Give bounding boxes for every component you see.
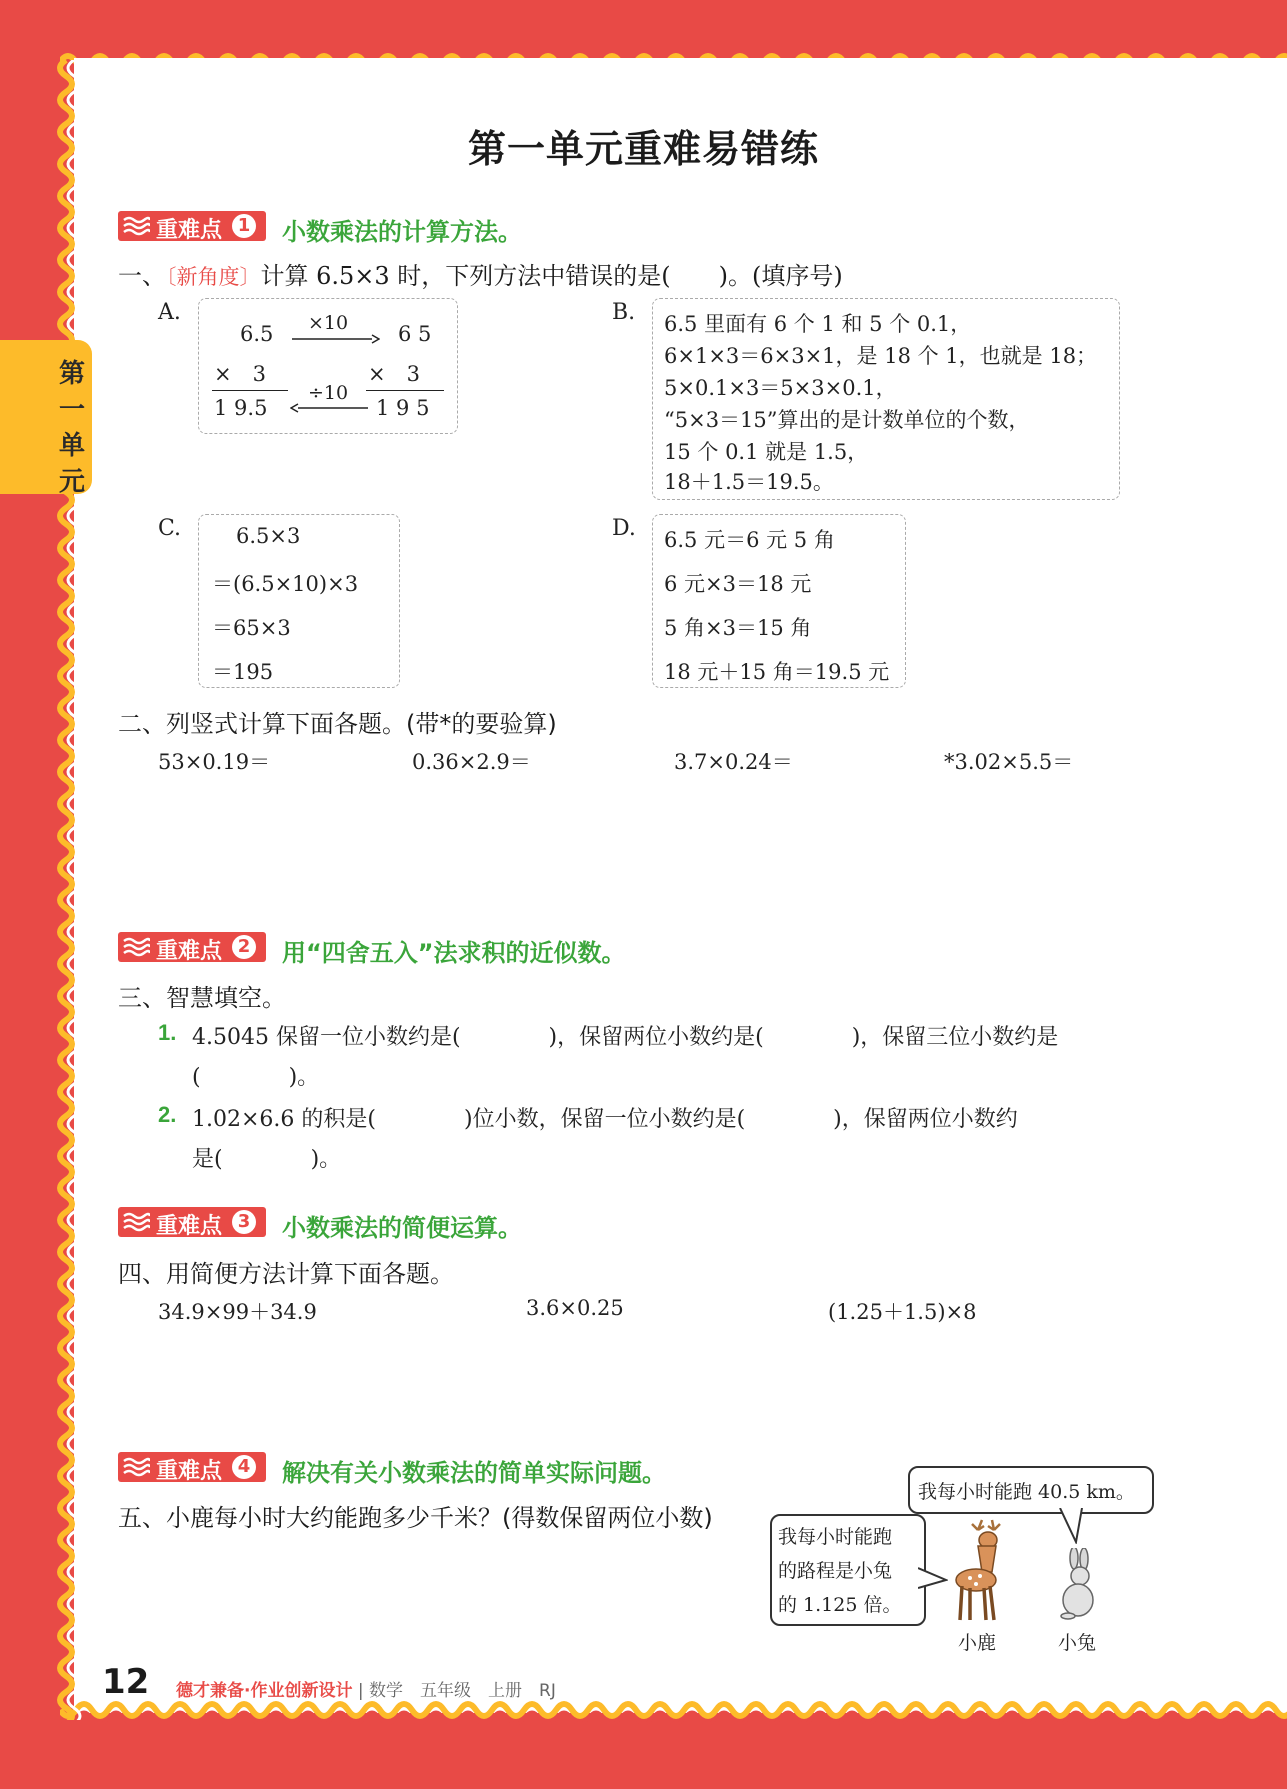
key-point-title: 解决有关小数乘法的简单实际问题。 xyxy=(282,1459,666,1487)
fill-item-1-line-1: 4.5045 保留一位小数约是( )，保留两位小数约是( )，保留三位小数约是 xyxy=(192,1025,1059,1050)
key-point-badge xyxy=(118,1452,266,1482)
rabbit-illustration xyxy=(1052,1548,1102,1620)
simplify-item: 34.9×99＋34.9 xyxy=(158,1300,317,1324)
question-1 xyxy=(118,256,843,291)
vertical-calc-item: 3.7×0.24＝ xyxy=(674,750,793,774)
option-c-line: ＝(6.5×10)×3 xyxy=(212,572,359,596)
deer-speech-line: 的路程是小兔 xyxy=(778,1560,893,1582)
simplify-item: 3.6×0.25 xyxy=(526,1296,624,1320)
option-a-arrow-top-label: ×10 xyxy=(308,312,349,334)
vertical-calc-item: 53×0.19＝ xyxy=(158,750,271,774)
unit-side-tab xyxy=(0,340,92,497)
question-4: 四、用简便方法计算下面各题。 xyxy=(118,1260,454,1288)
deer-label: 小鹿 xyxy=(958,1632,997,1654)
question-1-text: 计算 6.5×3 时，下列方法中错误的是( )。(填序号) xyxy=(260,262,843,290)
deer-speech-line: 的 1.125 倍。 xyxy=(778,1594,902,1616)
option-d-line: 5 角×3＝15 角 xyxy=(664,616,812,640)
wave-icon xyxy=(122,1211,150,1233)
fill-item-2-line-1: 1.02×6.6 的积是( )位小数，保留一位小数约是( )，保留两位小数约 xyxy=(192,1107,1018,1132)
vertical-calc-item: *3.02×5.5＝ xyxy=(944,750,1074,774)
key-point-badge xyxy=(118,932,266,962)
bottom-wavy-border xyxy=(60,1700,1287,1730)
key-point-title: 小数乘法的简便运算。 xyxy=(282,1214,522,1242)
key-point-badge xyxy=(118,1207,266,1237)
key-point-number: 2 xyxy=(232,935,256,959)
option-b-line: “5×3＝15”算出的是计数单位的个数， xyxy=(664,408,1030,432)
new-angle-tag: 〔新角度〕 xyxy=(166,265,261,289)
option-a-label: A. xyxy=(158,300,181,325)
option-d-line: 18 元＋15 角＝19.5 元 xyxy=(664,660,890,684)
wave-icon xyxy=(122,936,150,958)
right-arrow-icon xyxy=(290,334,380,344)
key-point-badge-label: 重难点 xyxy=(156,939,223,964)
rabbit-bubble-tail xyxy=(1058,1508,1088,1544)
option-d-label: D. xyxy=(612,516,636,541)
question-5: 五、小鹿每小时大约能跑多少千米？(得数保留两位小数) xyxy=(118,1504,713,1532)
key-point-title: 小数乘法的计算方法。 xyxy=(282,218,522,246)
option-b-line: 6.5 里面有 6 个 1 和 5 个 0.1， xyxy=(664,312,972,336)
option-c-line: ＝65×3 xyxy=(212,616,291,640)
rabbit-label: 小兔 xyxy=(1058,1632,1097,1654)
option-d-line: 6 元×3＝18 元 xyxy=(664,572,812,596)
left-arrow-icon xyxy=(290,403,370,413)
option-a-arrow-bottom-label: ÷10 xyxy=(308,382,349,404)
option-a-rule-left xyxy=(212,390,288,391)
option-b-line: 5×0.1×3＝5×3×0.1， xyxy=(664,376,897,400)
key-point-number: 3 xyxy=(232,1210,256,1234)
option-a-rule-right xyxy=(366,390,444,391)
key-point-badge-label: 重难点 xyxy=(156,218,223,243)
wave-icon xyxy=(122,1456,150,1478)
option-a-mul-left: × 3 xyxy=(214,362,266,386)
deer-bubble-tail xyxy=(918,1566,948,1592)
option-a-result-right: 1 9 5 xyxy=(376,396,430,420)
option-c-line: ＝195 xyxy=(212,660,274,684)
option-a-top-right: 6 5 xyxy=(398,322,432,346)
key-point-badge xyxy=(118,211,266,241)
option-b-line: 18＋1.5＝19.5。 xyxy=(664,470,834,494)
key-point-number: 1 xyxy=(232,214,256,238)
fill-item-2-line-2: 是( )。 xyxy=(192,1147,342,1172)
item-number: 1. xyxy=(158,1020,177,1045)
key-point-badge-label: 重难点 xyxy=(156,1214,223,1239)
left-wavy-border xyxy=(52,60,86,1720)
option-d-line: 6.5 元＝6 元 5 角 xyxy=(664,528,835,552)
deer-illustration xyxy=(948,1516,1018,1624)
key-point-number: 4 xyxy=(232,1455,256,1479)
option-a-result-left: 1 9.5 xyxy=(214,396,268,420)
footer-info xyxy=(176,1676,556,1701)
vertical-calc-item: 0.36×2.9＝ xyxy=(412,750,531,774)
footer-book-info: 数学 五年级 上册 RJ xyxy=(369,1681,556,1701)
deer-speech-line: 我每小时能跑 xyxy=(778,1526,893,1548)
fill-item-1-line-2: ( )。 xyxy=(192,1065,320,1090)
page-number: 12 xyxy=(102,1662,150,1702)
option-c-label: C. xyxy=(158,516,182,541)
question-3: 三、智慧填空。 xyxy=(118,984,286,1012)
question-1-prefix: 一、 xyxy=(118,262,166,290)
unit-side-tab-label: 第一单元 xyxy=(58,359,85,497)
option-c-line: 6.5×3 xyxy=(236,524,301,548)
option-a-mul-right: × 3 xyxy=(368,362,420,386)
key-point-title: 用“四舍五入”法求积的近似数。 xyxy=(282,939,626,967)
key-point-badge-label: 重难点 xyxy=(156,1459,223,1484)
simplify-item: (1.25＋1.5)×8 xyxy=(828,1300,977,1324)
rabbit-speech-text: 我每小时能跑 40.5 km。 xyxy=(918,1481,1135,1503)
page-title: 第一单元重难易错练 xyxy=(467,127,819,171)
option-a-top-left: 6.5 xyxy=(240,322,274,346)
option-b-line: 15 个 0.1 就是 1.5， xyxy=(664,440,869,464)
question-2: 二、列竖式计算下面各题。(带*的要验算) xyxy=(118,710,557,738)
item-number: 2. xyxy=(158,1102,177,1127)
option-b-label: B. xyxy=(612,300,636,325)
option-b-line: 6×1×3＝6×3×1，是 18 个 1，也就是 18； xyxy=(664,344,1098,368)
footer-brand: 德才兼备·作业创新设计 xyxy=(176,1681,353,1701)
wave-icon xyxy=(122,215,150,237)
footer-separator: | xyxy=(352,1681,370,1701)
